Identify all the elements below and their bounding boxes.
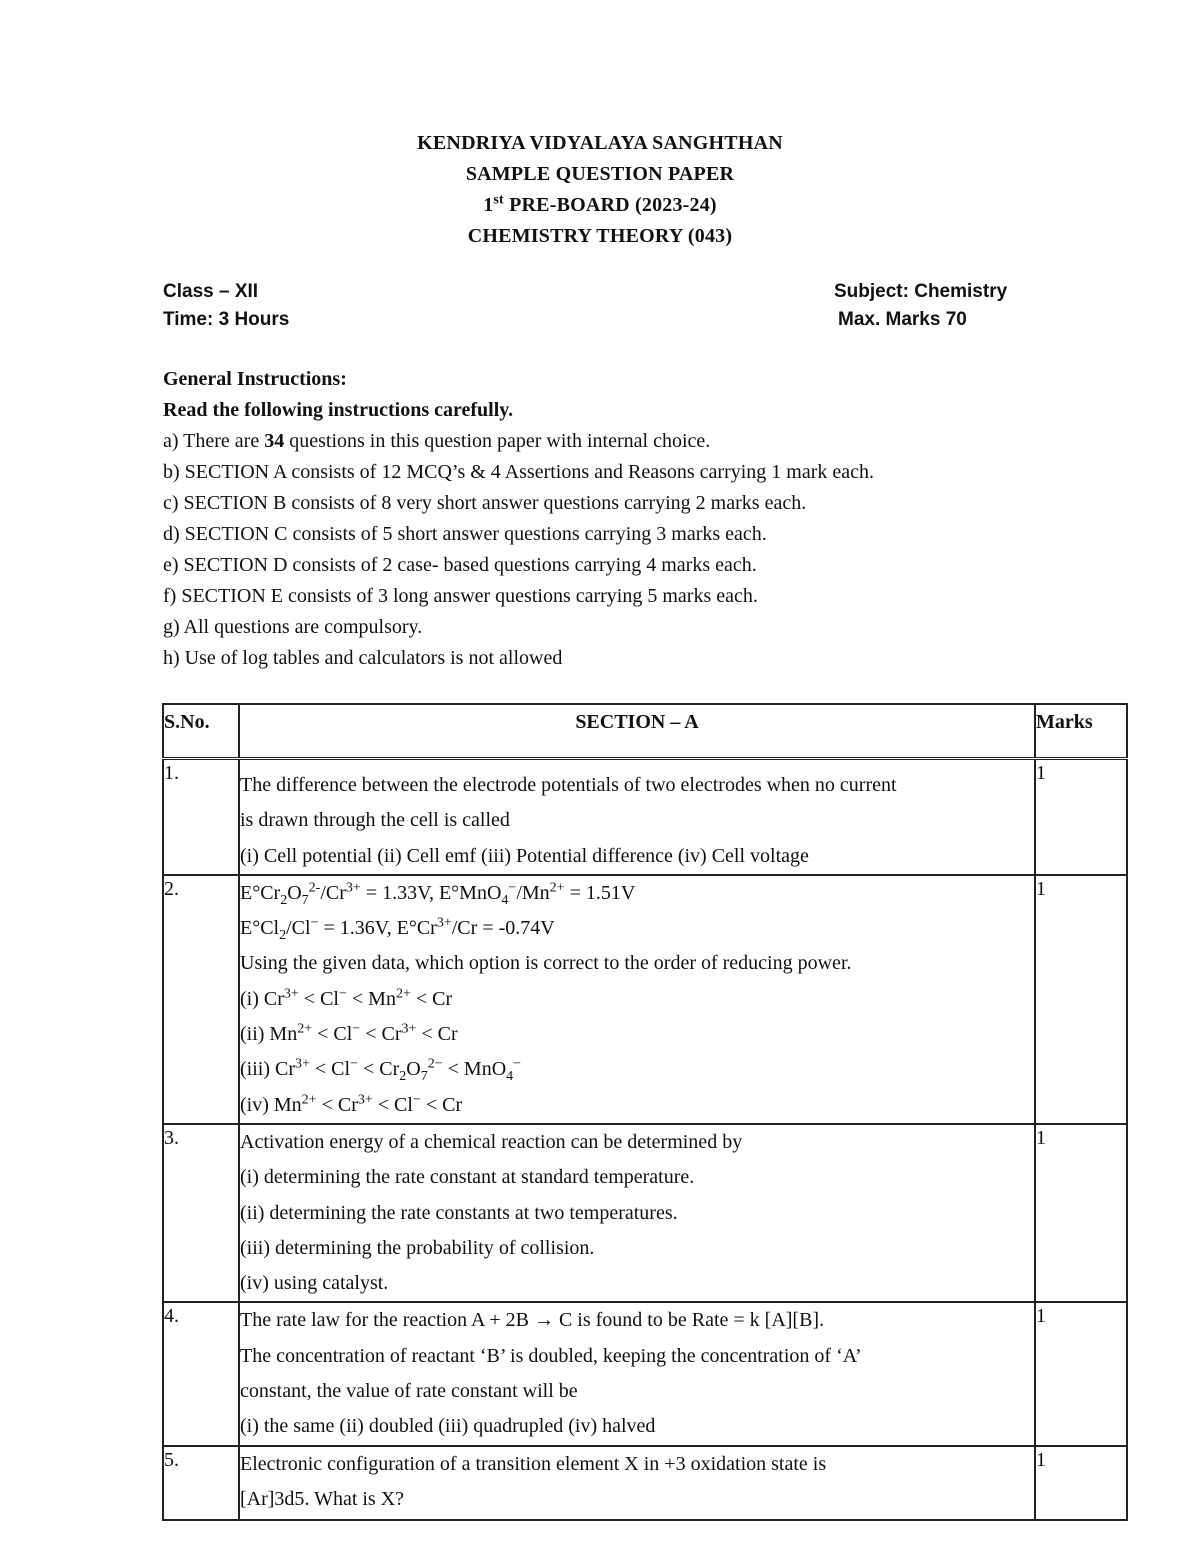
subject-title: CHEMISTRY THEORY (043) [467, 225, 733, 247]
meta-left [163, 278, 289, 334]
col-header-marks: Marks [1035, 704, 1127, 759]
paper-header [0, 128, 1200, 252]
question-text: The rate law for the reaction A + 2B → C is found to be Rate = k [A][B]. The concentration of reactant ‘B’ is doubled, keeping the concentration of ‘A’ constant, the value of rate constant will be (i) the same (ii) doubled (iii) quadrupled (iv) halved [239, 1302, 1035, 1445]
instruction-item: e) SECTION D consists of 2 case- based questions carrying 4 marks each. [163, 554, 757, 576]
table-row [163, 759, 1127, 875]
instruction-item: b) SECTION A consists of 12 MCQ’s & 4 Assertions and Reasons carrying 1 mark each. [163, 461, 875, 483]
instruction-item: f) SECTION E consists of 3 long answer questions carrying 5 marks each. [163, 585, 758, 607]
instruction-item: c) SECTION B consists of 8 very short answer questions carrying 2 marks each. [163, 492, 807, 514]
instructions-list [163, 426, 1123, 674]
question-number: 2. [163, 875, 239, 1124]
class-label: Class – XII [163, 281, 259, 302]
question-text: Electronic configuration of a transition element X in +3 oxidation state is [Ar]3d5. What is X? [239, 1446, 1035, 1520]
question-number: 1. [163, 759, 239, 875]
question-marks: 1 [1035, 875, 1127, 1124]
max-marks-label: Max. Marks 70 [838, 309, 967, 330]
table-row [163, 1124, 1127, 1302]
instructions-title: General Instructions: [163, 368, 347, 390]
instructions-subtitle: Read the following instructions carefully. [163, 399, 514, 421]
time-label: Time: 3 Hours [163, 309, 290, 330]
exam-title: 1st PRE-BOARD (2023-24) [483, 192, 717, 216]
instruction-item: d) SECTION C consists of 5 short answer questions carrying 3 marks each. [163, 523, 767, 545]
question-text: Activation energy of a chemical reaction can be determined by (i) determining the rate constant at standard temperature. (ii) determining the rate constants at two temperatures. (iii) determining the probability of collision. (iv) using catalyst. [239, 1124, 1035, 1302]
question-number: 3. [163, 1124, 239, 1302]
question-marks: 1 [1035, 1446, 1127, 1520]
meta-right [834, 278, 1007, 334]
instruction-item: g) All questions are compulsory. [163, 616, 423, 638]
general-instructions [163, 364, 1123, 674]
question-text: The difference between the electrode potentials of two electrodes when no current is drawn through the cell is called (i) Cell potential (ii) Cell emf (iii) Potential difference (iv) Cell voltage [239, 759, 1035, 875]
question-marks: 1 [1035, 759, 1127, 875]
instruction-item: a) There are 34 questions in this question paper with internal choice. [163, 430, 711, 452]
table-row [163, 875, 1127, 1124]
question-number: 4. [163, 1302, 239, 1445]
instruction-item: h) Use of log tables and calculators is not allowed [163, 647, 563, 669]
question-text: $E^\circ Cr_2O_7^{2-}/Cr^{3+} = 1.33V$, $E^\circ MnO_4^-/Mn^{2+} = 1.51V$ $E^\circ Cl_2/Cl^- = 1.36V$, $E^\circ Cr^{3+}/Cr = -0.74V$ Using the given data, which option is correct to the order of reducing power. (i) $Cr^{3+} < Cl^- < Mn^{2+} < Cr$ (ii) $Mn^{2+} < Cl^- < Cr^{3+} < Cr$ (iii) $Cr^{3+} < Cl^- < Cr_2O_7^{2-} < MnO_4^-$ (iv) $Mn^{2+} < Cr^{3+} < Cl^- < Cr$ [239, 875, 1035, 1124]
table-row [163, 1446, 1127, 1520]
col-header-section: SECTION – A [239, 704, 1035, 759]
question-table [162, 703, 1128, 1521]
col-header-sno: S.No. [163, 704, 239, 759]
org-title: KENDRIYA VIDYALAYA SANGHTHAN [417, 132, 783, 154]
table-header-row [163, 704, 1127, 759]
subject-label: Subject: Chemistry [834, 281, 1008, 302]
question-marks: 1 [1035, 1124, 1127, 1302]
paper-title: SAMPLE QUESTION PAPER [465, 163, 735, 185]
question-number: 5. [163, 1446, 239, 1520]
table-row [163, 1302, 1127, 1445]
question-marks: 1 [1035, 1302, 1127, 1445]
